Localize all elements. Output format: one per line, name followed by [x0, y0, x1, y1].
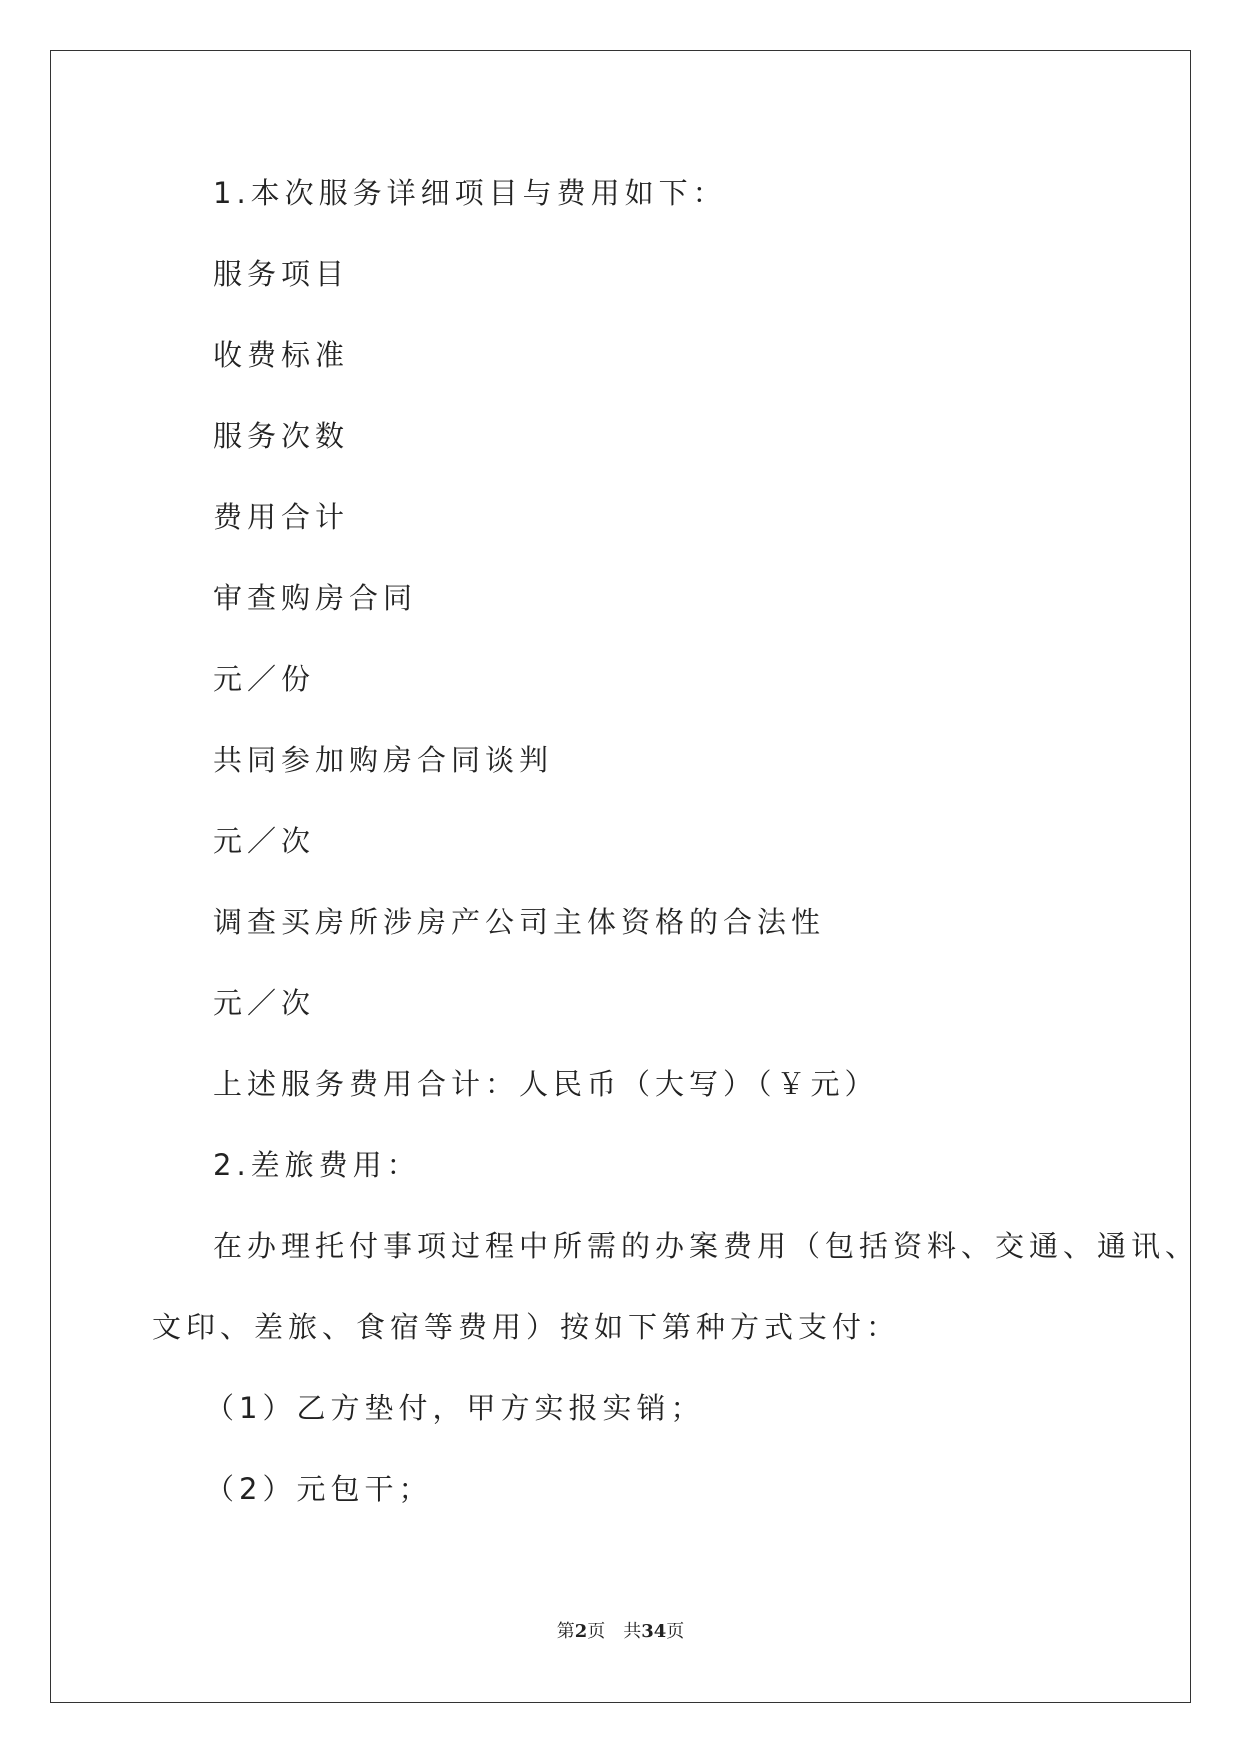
payment-option-2: （2）元包干；	[205, 1472, 433, 1506]
footer-prefix: 第	[556, 1621, 575, 1642]
service-item-review-contract: 审查购房合同	[213, 581, 418, 615]
service-item-negotiation: 共同参加购房合同谈判	[213, 743, 554, 777]
section-1-heading: 1.本次服务详细项目与费用如下：	[213, 176, 727, 210]
table-header-fee-total: 费用合计	[213, 500, 350, 534]
travel-expense-paragraph-line-1: 在办理托付事项过程中所需的办案费用（包括资料、交通、通讯、	[213, 1229, 1200, 1263]
table-header-fee-standard: 收费标准	[213, 338, 350, 372]
footer-total-suffix: 页	[666, 1621, 685, 1642]
section-2-heading: 2.差旅费用：	[213, 1148, 421, 1182]
footer-page-number: 2	[574, 1621, 588, 1642]
travel-expense-paragraph-line-2: 文印、差旅、食宿等费用）按如下第种方式支付：	[152, 1310, 901, 1344]
fee-per-time: 元／次	[213, 824, 316, 858]
fee-per-copy: 元／份	[213, 662, 316, 696]
footer-total-prefix: 共	[623, 1621, 642, 1642]
footer-total-pages: 34	[641, 1621, 667, 1642]
table-header-service-count: 服务次数	[213, 419, 350, 453]
fee-total-summary: 上述服务费用合计：人民币（大写）（￥元）	[213, 1067, 879, 1101]
service-item-investigation: 调查买房所涉房产公司主体资格的合法性	[213, 905, 826, 939]
footer-page-suffix: 页	[587, 1621, 606, 1642]
page-border	[50, 50, 1191, 1703]
payment-option-1: （1）乙方垫付，甲方实报实销；	[205, 1391, 705, 1425]
table-header-service-item: 服务项目	[213, 257, 350, 291]
fee-per-time: 元／次	[213, 986, 316, 1020]
page-footer	[0, 1617, 1241, 1643]
